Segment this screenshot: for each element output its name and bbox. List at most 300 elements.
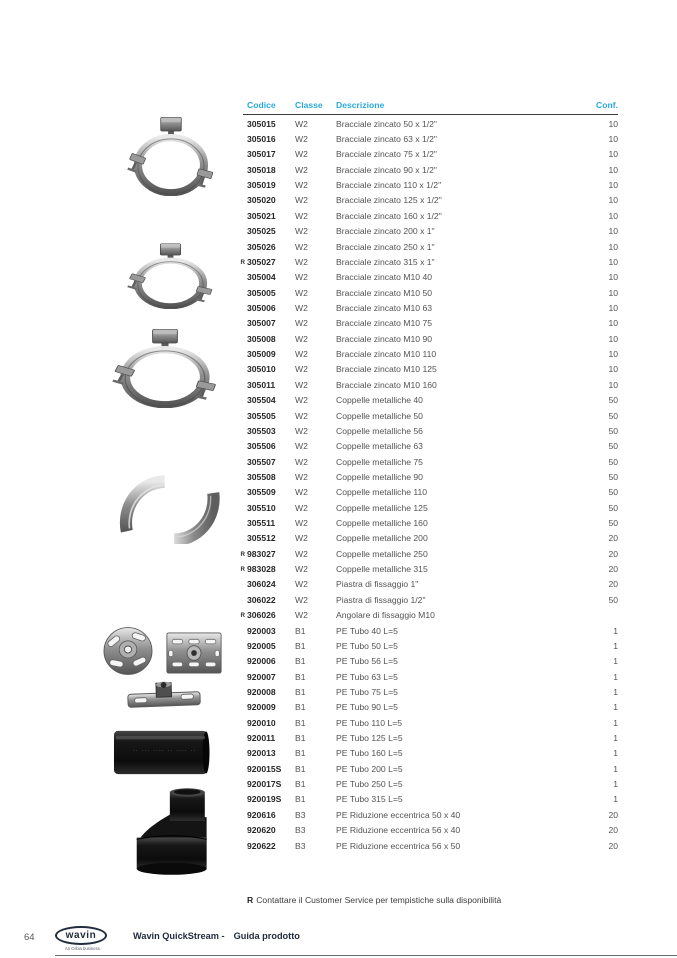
cell-classe: W2 — [295, 533, 308, 544]
cell-classe: W2 — [295, 518, 308, 529]
cell-conf: 50 — [608, 518, 618, 529]
codice-value: 306024 — [247, 579, 276, 590]
table-row — [243, 439, 618, 454]
codice-value: 305511 — [247, 518, 276, 529]
codice-value: 920622 — [247, 840, 276, 851]
table-row — [243, 208, 618, 223]
cell-classe: W2 — [295, 333, 308, 344]
cell-codice — [243, 656, 292, 666]
cell-classe: B3 — [295, 825, 306, 836]
cell-descrizione: Coppelle metalliche 125 — [336, 502, 428, 513]
cell-conf: 1 — [613, 717, 618, 728]
table-row — [243, 654, 618, 669]
wavin-logo — [55, 926, 107, 945]
cell-conf: 10 — [608, 364, 618, 375]
cell-descrizione: PE Tubo 125 L=5 — [336, 733, 403, 744]
cell-conf: 50 — [608, 395, 618, 406]
cell-conf: 10 — [608, 226, 618, 237]
cell-classe: W2 — [295, 610, 308, 621]
cell-descrizione: Coppelle metalliche 63 — [336, 441, 423, 452]
codice-value: 920015S — [247, 763, 282, 774]
codice-value: 920009 — [247, 702, 276, 713]
codice-value: 920008 — [247, 686, 276, 697]
table-row — [243, 193, 618, 208]
cell-descrizione: Coppelle metalliche 40 — [336, 395, 423, 406]
cell-conf: 10 — [608, 210, 618, 221]
rect-fixing-plate-photo — [166, 632, 222, 674]
cell-conf: 10 — [608, 149, 618, 160]
codice-value: 920017S — [247, 779, 282, 790]
codice-value: 305025 — [247, 226, 276, 237]
codice-value: 305021 — [247, 210, 276, 221]
cell-conf: 20 — [608, 840, 618, 851]
cell-conf: 1 — [613, 794, 618, 805]
cell-conf: 10 — [608, 302, 618, 313]
cell-codice — [243, 165, 292, 175]
cell-classe: B1 — [295, 733, 306, 744]
cell-conf: 20 — [608, 579, 618, 590]
table-row — [240, 561, 618, 576]
cell-descrizione: Coppelle metalliche 200 — [336, 533, 428, 544]
table-row — [243, 362, 618, 377]
cell-conf: 1 — [613, 640, 618, 651]
page-number: 64 — [24, 932, 35, 943]
table-row — [243, 761, 618, 776]
codice-value: 920019S — [247, 794, 282, 805]
cell-codice — [243, 149, 292, 159]
table-row — [243, 270, 618, 285]
cell-descrizione: Bracciale zincato M10 75 — [336, 318, 433, 329]
cell-classe: B1 — [295, 640, 306, 651]
cell-descrizione: Bracciale zincato 50 x 1/2" — [336, 118, 437, 129]
cell-descrizione: PE Tubo 75 L=5 — [336, 686, 398, 697]
cell-descrizione: PE Tubo 63 L=5 — [336, 671, 398, 682]
cell-descrizione: PE Riduzione eccentrica 56 x 40 — [336, 825, 461, 836]
cell-classe: B1 — [295, 656, 306, 667]
codice-value: 305509 — [247, 487, 276, 498]
table-row — [243, 162, 618, 177]
cell-codice — [243, 411, 292, 421]
cell-codice — [243, 426, 292, 436]
cell-codice — [243, 457, 292, 467]
cell-codice — [243, 641, 292, 651]
cell-descrizione: PE Tubo 250 L=5 — [336, 779, 403, 790]
cell-codice — [243, 242, 292, 252]
cell-codice — [243, 226, 292, 236]
cell-conf: 10 — [608, 287, 618, 298]
cell-descrizione: PE Tubo 200 L=5 — [336, 763, 403, 774]
wavin-logo-tagline: An Orbia business. — [64, 946, 102, 951]
cell-descrizione: Bracciale zincato 125 x 1/2" — [336, 195, 442, 206]
cell-conf: 10 — [608, 379, 618, 390]
codice-value: 920006 — [247, 656, 276, 667]
table-row — [243, 331, 618, 346]
document-title-sub: Guida prodotto — [233, 931, 300, 941]
cell-codice — [243, 779, 292, 789]
table-row — [243, 730, 618, 745]
cell-conf: 10 — [608, 333, 618, 344]
codice-value: 305016 — [247, 134, 276, 145]
header-classe: Classe — [295, 100, 323, 110]
cell-descrizione: Bracciale zincato 75 x 1/2" — [336, 149, 437, 160]
cell-conf: 1 — [613, 656, 618, 667]
codice-value: 920620 — [247, 825, 276, 836]
table-row — [243, 239, 618, 254]
cell-codice — [243, 119, 292, 129]
codice-value: 305017 — [247, 149, 276, 160]
fixing-bracket-photo — [126, 680, 202, 712]
cell-codice — [243, 472, 292, 482]
cell-classe: W2 — [295, 210, 308, 221]
cell-codice — [243, 211, 292, 221]
codice-value: 305005 — [247, 287, 276, 298]
cell-classe: W2 — [295, 195, 308, 206]
cell-classe: W2 — [295, 425, 308, 436]
codice-value: 305004 — [247, 272, 276, 283]
table-row — [243, 823, 618, 838]
cell-classe: B3 — [295, 840, 306, 851]
cell-codice — [243, 180, 292, 190]
cell-descrizione: Bracciale zincato M10 90 — [336, 333, 433, 344]
cell-classe: W2 — [295, 302, 308, 313]
table-row — [243, 792, 618, 807]
table-row — [243, 285, 618, 300]
cell-conf: 50 — [608, 487, 618, 498]
codice-value: 920011 — [247, 733, 276, 744]
table-row — [243, 838, 618, 853]
cell-descrizione: PE Tubo 160 L=5 — [336, 748, 403, 759]
cell-codice — [243, 595, 292, 605]
table-row — [243, 485, 618, 500]
table-row — [243, 316, 618, 331]
cell-conf: 1 — [613, 763, 618, 774]
cell-conf: 10 — [608, 256, 618, 267]
cell-conf: 1 — [613, 671, 618, 682]
cell-codice — [243, 441, 292, 451]
cell-descrizione: Bracciale zincato M10 40 — [336, 272, 433, 283]
cell-codice — [243, 748, 292, 758]
cell-codice — [243, 533, 292, 543]
codice-value: 305011 — [247, 379, 276, 390]
restricted-r-mark: R — [240, 550, 245, 558]
table-row — [243, 131, 618, 146]
codice-value: 305027 — [247, 256, 276, 267]
cell-descrizione: Coppelle metalliche 250 — [336, 548, 428, 559]
cell-codice — [243, 794, 292, 804]
cell-classe: W2 — [295, 548, 308, 559]
codice-value: 305006 — [247, 302, 276, 313]
cell-conf: 10 — [608, 349, 618, 360]
header-descrizione: Descrizione — [336, 100, 385, 110]
cell-classe: W2 — [295, 226, 308, 237]
cell-conf: 10 — [608, 180, 618, 191]
table-row — [243, 623, 618, 638]
cell-codice — [243, 687, 292, 697]
cell-descrizione: PE Tubo 110 L=5 — [336, 717, 403, 728]
cell-descrizione: Bracciale zincato 63 x 1/2" — [336, 134, 437, 145]
table-row — [243, 423, 618, 438]
pipe-print-marking: ·· ··· ···· ·· ···· ·· — [133, 748, 197, 753]
cell-classe: W2 — [295, 118, 308, 129]
cell-codice — [243, 841, 292, 851]
cell-classe: W2 — [295, 487, 308, 498]
cell-codice — [243, 272, 292, 282]
table-row — [243, 147, 618, 162]
table-row — [240, 546, 618, 561]
cell-descrizione: PE Tubo 90 L=5 — [336, 702, 398, 713]
codice-value: 305507 — [247, 456, 276, 467]
cell-classe: B1 — [295, 794, 306, 805]
cell-descrizione: Bracciale zincato M10 160 — [336, 379, 437, 390]
pipe-clamp-photo-3 — [112, 326, 218, 408]
cell-conf: 20 — [608, 548, 618, 559]
restricted-r-mark: R — [240, 258, 245, 266]
cell-codice — [243, 702, 292, 712]
cell-descrizione: Bracciale zincato M10 63 — [336, 302, 433, 313]
cell-descrizione: Coppelle metalliche 110 — [336, 487, 428, 498]
table-row — [243, 469, 618, 484]
cell-conf: 50 — [608, 502, 618, 513]
cell-descrizione: Bracciale zincato M10 110 — [336, 349, 437, 360]
cell-classe: W2 — [295, 502, 308, 513]
table-header — [243, 100, 618, 115]
cell-codice — [243, 764, 292, 774]
codice-value: 305008 — [247, 333, 276, 344]
cell-classe: W2 — [295, 441, 308, 452]
cell-descrizione: Bracciale zincato 200 x 1" — [336, 226, 435, 237]
cell-descrizione: PE Tubo 315 L=5 — [336, 794, 403, 805]
table-row — [243, 454, 618, 469]
cell-classe: B1 — [295, 671, 306, 682]
cell-descrizione: PE Tubo 50 L=5 — [336, 640, 398, 651]
pipe-clamp-photo-1 — [127, 114, 215, 196]
cell-conf: 10 — [608, 272, 618, 283]
cell-conf: 50 — [608, 594, 618, 605]
codice-value: 305510 — [247, 502, 276, 513]
restricted-r-mark: R — [240, 612, 245, 620]
cell-conf: 1 — [613, 686, 618, 697]
codice-value: 920010 — [247, 717, 276, 728]
cell-classe: W2 — [295, 379, 308, 390]
table-row — [243, 592, 618, 607]
table-row — [243, 177, 618, 192]
cell-classe: W2 — [295, 318, 308, 329]
cell-codice — [243, 503, 292, 513]
codice-value: 306026 — [247, 610, 276, 621]
cell-codice — [240, 564, 292, 575]
cell-descrizione: Coppelle metalliche 315 — [336, 564, 428, 575]
cell-conf: 50 — [608, 425, 618, 436]
cell-codice — [243, 134, 292, 144]
cell-descrizione: Coppelle metalliche 56 — [336, 425, 423, 436]
codice-value: 305505 — [247, 410, 276, 421]
table-row — [240, 608, 618, 623]
table-row — [243, 577, 618, 592]
cell-descrizione: Bracciale zincato 110 x 1/2" — [336, 180, 442, 191]
footer-rule — [55, 955, 677, 957]
table-row — [243, 224, 618, 239]
wavin-logo-text: wavin — [65, 929, 97, 941]
cell-conf: 20 — [608, 533, 618, 544]
header-codice: Codice — [247, 100, 276, 110]
cell-codice — [243, 579, 292, 589]
cell-conf: 10 — [608, 164, 618, 175]
cell-codice — [243, 487, 292, 497]
cell-classe: W2 — [295, 364, 308, 375]
cell-codice — [243, 810, 292, 820]
cell-classe: B1 — [295, 717, 306, 728]
cell-descrizione: Coppelle metalliche 90 — [336, 471, 423, 482]
table-row — [243, 377, 618, 392]
cell-classe: W2 — [295, 287, 308, 298]
availability-note — [247, 895, 501, 905]
cell-descrizione: Angolare di fissaggio M10 — [336, 610, 435, 621]
cell-descrizione: Coppelle metalliche 50 — [336, 410, 423, 421]
table-row — [243, 776, 618, 791]
codice-value: 920616 — [247, 809, 276, 820]
cell-descrizione: PE Riduzione eccentrica 50 x 40 — [336, 809, 461, 820]
codice-value: 305007 — [247, 318, 276, 329]
cell-classe: B1 — [295, 779, 306, 790]
cell-classe: W2 — [295, 149, 308, 160]
codice-value: 305018 — [247, 164, 276, 175]
cell-conf: 20 — [608, 564, 618, 575]
cell-conf: 50 — [608, 441, 618, 452]
cell-classe: W2 — [295, 349, 308, 360]
cell-descrizione: Coppelle metalliche 160 — [336, 518, 428, 529]
cell-codice — [243, 195, 292, 205]
cell-classe: W2 — [295, 594, 308, 605]
cell-descrizione: Bracciale zincato M10 50 — [336, 287, 433, 298]
cell-codice — [243, 349, 292, 359]
codice-value: 983027 — [247, 548, 276, 559]
cell-classe: W2 — [295, 134, 308, 145]
header-conf: Conf. — [596, 100, 618, 110]
cell-classe: B1 — [295, 763, 306, 774]
cell-classe: W2 — [295, 579, 308, 590]
table-row — [243, 746, 618, 761]
cell-classe: B1 — [295, 748, 306, 759]
codice-value: 305508 — [247, 471, 276, 482]
codice-value: 305503 — [247, 425, 276, 436]
cell-descrizione: Piastra di fissaggio 1/2" — [336, 594, 426, 605]
cell-descrizione: PE Tubo 40 L=5 — [336, 625, 398, 636]
cell-classe: W2 — [295, 272, 308, 283]
codice-value: 305010 — [247, 364, 276, 375]
codice-value: 305026 — [247, 241, 276, 252]
cell-codice — [243, 318, 292, 328]
table-row — [243, 715, 618, 730]
codice-value: 305512 — [247, 533, 276, 544]
cell-classe: W2 — [295, 395, 308, 406]
cell-conf: 20 — [608, 825, 618, 836]
cell-conf: 50 — [608, 456, 618, 467]
cell-descrizione: Bracciale zincato 315 x 1" — [336, 256, 435, 267]
cell-conf: 10 — [608, 318, 618, 329]
cell-classe: W2 — [295, 456, 308, 467]
pe-eccentric-reducer-photo — [122, 786, 214, 878]
codice-value: 920007 — [247, 671, 276, 682]
cell-classe: W2 — [295, 471, 308, 482]
cell-conf: 50 — [608, 471, 618, 482]
codice-value: 920013 — [247, 748, 276, 759]
table-row — [243, 807, 618, 822]
cell-codice — [240, 548, 292, 559]
table-row — [243, 500, 618, 515]
cell-descrizione: Piastra di fissaggio 1" — [336, 579, 419, 590]
cell-conf: 10 — [608, 195, 618, 206]
cell-conf: 1 — [613, 748, 618, 759]
product-table — [240, 100, 618, 853]
codice-value: 305009 — [247, 349, 276, 360]
cell-classe: W2 — [295, 241, 308, 252]
table-row — [240, 254, 618, 269]
cell-conf: 20 — [608, 809, 618, 820]
table-row — [243, 669, 618, 684]
codice-value: 920003 — [247, 625, 276, 636]
cell-classe: W2 — [295, 564, 308, 575]
table-row — [243, 700, 618, 715]
cell-classe: W2 — [295, 410, 308, 421]
cell-classe: W2 — [295, 256, 308, 267]
cell-codice — [243, 364, 292, 374]
cell-classe: B1 — [295, 625, 306, 636]
table-row — [243, 531, 618, 546]
cell-codice — [243, 518, 292, 528]
restricted-r-mark: R — [240, 566, 245, 574]
cell-codice — [243, 672, 292, 682]
cell-descrizione: Bracciale zincato 250 x 1" — [336, 241, 435, 252]
cell-conf: 1 — [613, 733, 618, 744]
cell-conf: 10 — [608, 118, 618, 129]
cell-codice — [243, 334, 292, 344]
cell-codice — [243, 626, 292, 636]
codice-value: 305504 — [247, 395, 276, 406]
metal-shells-photo — [116, 466, 224, 544]
cell-conf: 10 — [608, 241, 618, 252]
cell-classe: B3 — [295, 809, 306, 820]
table-row — [243, 346, 618, 361]
cell-codice — [243, 825, 292, 835]
cell-classe: W2 — [295, 180, 308, 191]
note-text: Contattare il Customer Service per tempistiche sulla disponibilità — [256, 895, 502, 905]
pipe-clamp-photo-2 — [127, 241, 214, 309]
table-row — [243, 116, 618, 131]
cell-codice — [243, 303, 292, 313]
table-row — [243, 392, 618, 407]
cell-conf: 1 — [613, 625, 618, 636]
codice-value: 305506 — [247, 441, 276, 452]
cell-classe: B1 — [295, 702, 306, 713]
cell-descrizione: Bracciale zincato 90 x 1/2" — [336, 164, 437, 175]
cell-descrizione: PE Riduzione eccentrica 56 x 50 — [336, 840, 461, 851]
codice-value: 305020 — [247, 195, 276, 206]
cell-codice — [240, 256, 292, 267]
codice-value: 306022 — [247, 594, 276, 605]
cell-codice — [240, 610, 292, 621]
cell-codice — [243, 380, 292, 390]
document-title-main: Wavin QuickStream - — [133, 931, 225, 941]
table-row — [243, 515, 618, 530]
cell-conf: 1 — [613, 702, 618, 713]
codice-value: 305015 — [247, 118, 276, 129]
cell-descrizione: Bracciale zincato 160 x 1/2" — [336, 210, 442, 221]
cell-codice — [243, 288, 292, 298]
cell-conf: 50 — [608, 410, 618, 421]
round-fixing-plate-photo — [100, 626, 156, 676]
cell-conf: 10 — [608, 134, 618, 145]
table-row — [243, 408, 618, 423]
